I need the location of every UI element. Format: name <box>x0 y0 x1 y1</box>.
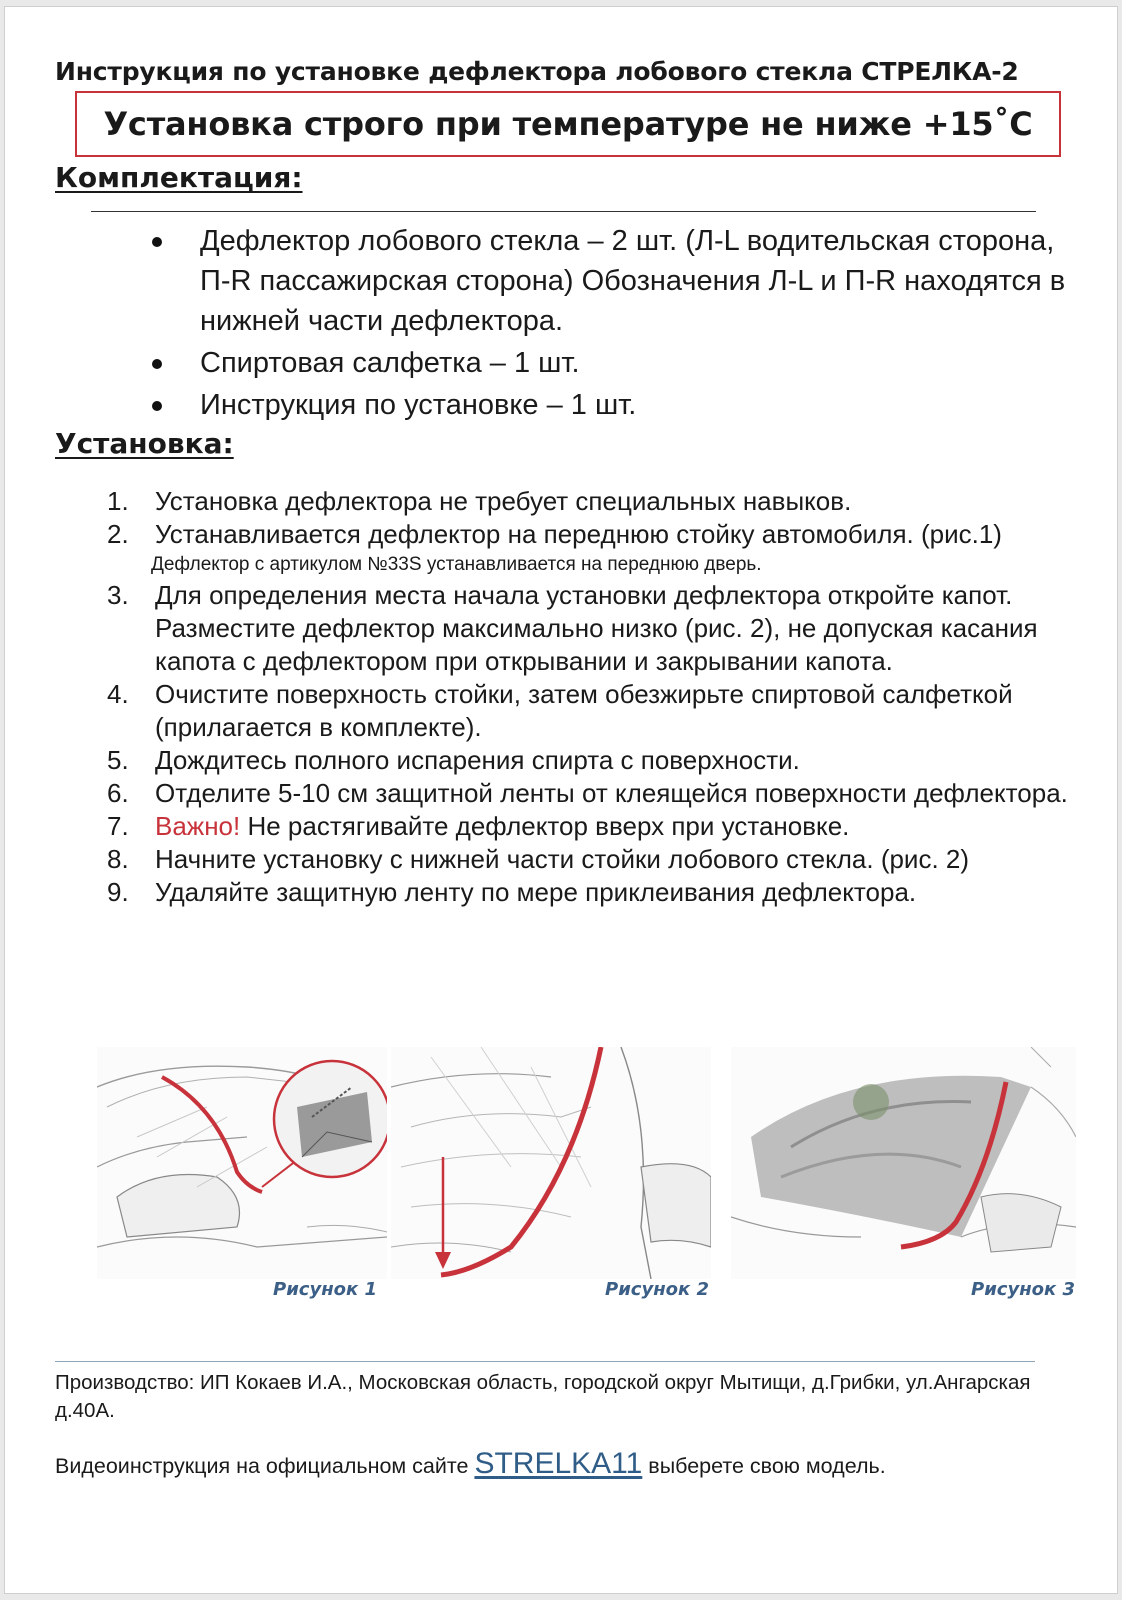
step-text: Очистите поверхность стойки, затем обезжирьте спиртовой салфеткой (прилагается в комплекте). <box>155 679 1013 742</box>
kit-list <box>148 221 1068 427</box>
step-number: 5. <box>107 745 129 775</box>
step-item <box>101 843 1091 876</box>
figure-3-caption: Рисунок 3 <box>971 1279 1076 1300</box>
kit-heading: Комплектация: <box>55 161 303 194</box>
step-item <box>101 810 1091 843</box>
video-prefix: Видеоинструкция на официальном сайте <box>55 1454 475 1478</box>
step-text: Для определения места начала установки дефлектора откройте капот. Разместите дефлектор максимально низко (рис. 2), не допуская касания капота с дефлектором при открывании и закрывании капота. <box>155 580 1038 676</box>
site-link[interactable]: STRELKA11 <box>474 1447 643 1480</box>
step-text: Удаляйте защитную ленту по мере приклеивания дефлектора. <box>155 877 917 907</box>
step-item <box>101 678 1091 744</box>
step-text: Не растягивайте дефлектор вверх при установке. <box>240 811 850 841</box>
instruction-page <box>4 6 1118 1594</box>
installed-deflector-sketch <box>731 1047 1076 1279</box>
step-text: Устанавливается дефлектор на переднюю стойку автомобиля. (рис.1) <box>155 519 1002 549</box>
step-text: Отделите 5-10 см защитной ленты от клеящейся поверхности дефлектора. <box>155 778 1068 808</box>
step-text: Установка дефлектора не требует специальных навыков. <box>155 486 852 516</box>
step-number: 1. <box>107 486 129 516</box>
step-item <box>101 518 1091 579</box>
step-item <box>101 777 1091 810</box>
document-title: Инструкция по установке дефлектора лобового стекла СТРЕЛКА-2 <box>55 57 1019 86</box>
step-item <box>101 876 1091 909</box>
footer-divider <box>55 1361 1035 1362</box>
installation-heading: Установка: <box>55 427 234 460</box>
step-number: 4. <box>107 679 129 709</box>
step-number: 7. <box>107 811 129 841</box>
step-item <box>101 744 1091 777</box>
step-number: 8. <box>107 844 129 874</box>
video-instruction-line <box>55 1447 886 1481</box>
step-text: Дождитесь полного испарения спирта с поверхности. <box>155 745 800 775</box>
step-number: 3. <box>107 580 129 610</box>
figure-1-car-pillar <box>97 1047 387 1279</box>
step-item <box>101 579 1091 678</box>
kit-divider <box>91 211 1036 212</box>
windshield-pillar-sketch <box>391 1047 711 1279</box>
kit-item <box>148 343 1068 383</box>
kit-item <box>148 385 1068 425</box>
step-number: 9. <box>107 877 129 907</box>
figure-3-installed <box>731 1047 1076 1279</box>
step-item <box>101 485 1091 518</box>
bullet-icon <box>152 401 162 411</box>
video-suffix: выберете свою модель. <box>642 1454 886 1478</box>
bullet-icon <box>152 237 162 247</box>
step-number: 6. <box>107 778 129 808</box>
producer-info: Производство: ИП Кокаев И.А., Московская область, городской округ Мытищи, д.Грибки, ул.Ангарская д.40А. <box>55 1371 1031 1422</box>
step-text: Начните установку с нижней части стойки лобового стекла. (рис. 2) <box>155 844 970 874</box>
car-side-sketch <box>97 1047 387 1279</box>
kit-item-text: Дефлектор лобового стекла – 2 шт. (Л-L водительская сторона, П-R пассажирская сторона) Обозначения Л-L и П-R находятся в нижней части дефлектора. <box>200 225 1066 337</box>
figure-2-start-point <box>391 1047 711 1279</box>
temperature-warning-box <box>75 91 1061 157</box>
installation-steps <box>101 485 1091 909</box>
important-label: Важно! <box>155 811 241 841</box>
figure-1-caption: Рисунок 1 <box>273 1279 378 1300</box>
step-number: 2. <box>107 519 129 549</box>
temperature-warning: Установка строго при температуре не ниже +15˚С <box>103 105 1033 143</box>
kit-item-text: Спиртовая салфетка – 1 шт. <box>200 347 580 379</box>
step-note: Дефлектор с артикулом №33S устанавливается на переднюю дверь. <box>151 554 762 575</box>
bullet-icon <box>152 359 162 369</box>
figure-2-caption: Рисунок 2 <box>605 1279 710 1300</box>
kit-item <box>148 221 1068 341</box>
kit-item-text: Инструкция по установке – 1 шт. <box>200 389 637 421</box>
